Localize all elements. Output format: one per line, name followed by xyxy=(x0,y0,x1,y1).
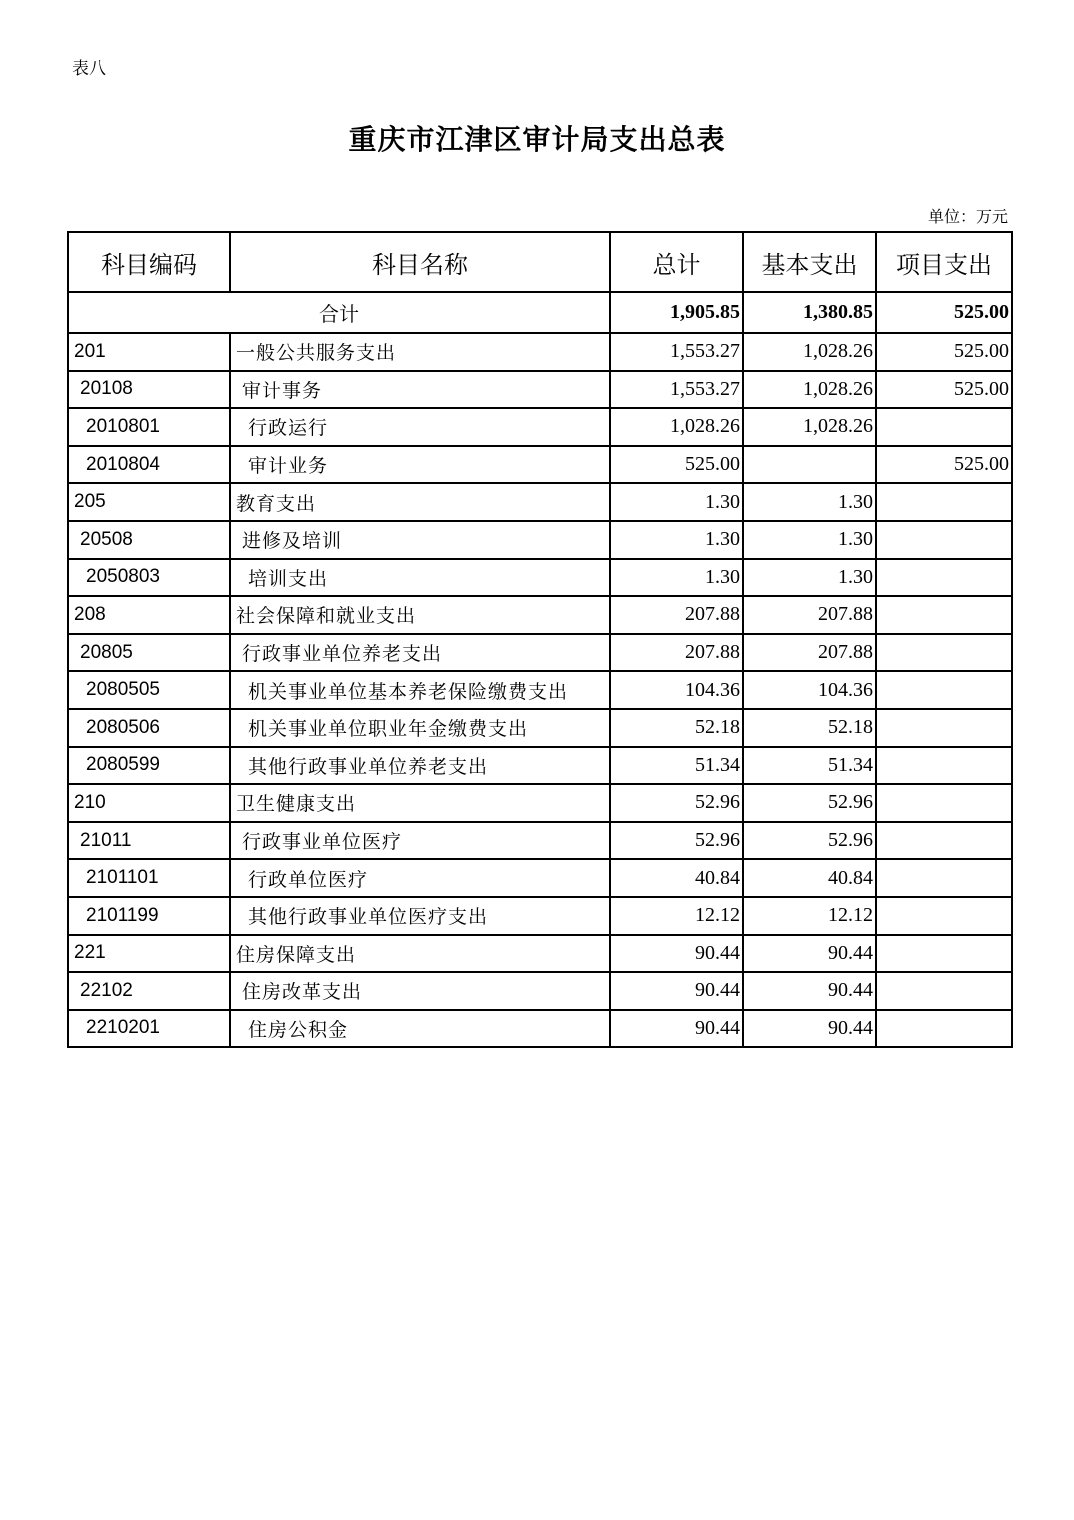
row-code: 21011 xyxy=(68,822,230,860)
row-code: 210 xyxy=(68,784,230,822)
row-project xyxy=(876,408,1012,446)
row-project xyxy=(876,972,1012,1010)
row-name: 住房改革支出 xyxy=(230,972,610,1010)
table-row xyxy=(68,333,1012,371)
table-row xyxy=(68,634,1012,672)
row-basic xyxy=(743,446,876,484)
row-total: 51.34 xyxy=(610,747,743,785)
header-code: 科目编码 xyxy=(68,232,230,292)
row-basic: 40.84 xyxy=(743,859,876,897)
total-project: 525.00 xyxy=(876,292,1012,333)
row-code: 2080506 xyxy=(68,709,230,747)
table-row xyxy=(68,822,1012,860)
row-total: 1,553.27 xyxy=(610,371,743,409)
row-basic: 1.30 xyxy=(743,483,876,521)
row-basic: 1,028.26 xyxy=(743,371,876,409)
total-label: 合计 xyxy=(68,292,610,333)
header-name: 科目名称 xyxy=(230,232,610,292)
row-basic: 51.34 xyxy=(743,747,876,785)
row-total: 1.30 xyxy=(610,483,743,521)
table-row xyxy=(68,371,1012,409)
row-name: 一般公共服务支出 xyxy=(230,333,610,371)
row-project xyxy=(876,859,1012,897)
row-name: 其他行政事业单位养老支出 xyxy=(230,747,610,785)
row-code: 208 xyxy=(68,596,230,634)
row-project: 525.00 xyxy=(876,371,1012,409)
row-code: 201 xyxy=(68,333,230,371)
row-total: 12.12 xyxy=(610,897,743,935)
table-row xyxy=(68,859,1012,897)
row-total: 40.84 xyxy=(610,859,743,897)
expenditure-table xyxy=(67,231,1013,1048)
table-row xyxy=(68,408,1012,446)
row-name: 机关事业单位基本养老保险缴费支出 xyxy=(230,671,610,709)
row-total: 52.96 xyxy=(610,784,743,822)
table-row xyxy=(68,972,1012,1010)
row-basic: 1,028.26 xyxy=(743,333,876,371)
table-header-row xyxy=(68,232,1012,292)
row-basic: 90.44 xyxy=(743,1010,876,1048)
row-basic: 207.88 xyxy=(743,596,876,634)
total-row xyxy=(68,292,1012,333)
table-row xyxy=(68,596,1012,634)
row-name: 卫生健康支出 xyxy=(230,784,610,822)
row-code: 221 xyxy=(68,935,230,973)
table-row xyxy=(68,671,1012,709)
row-project xyxy=(876,596,1012,634)
row-project xyxy=(876,784,1012,822)
row-code: 2080599 xyxy=(68,747,230,785)
table-label: 表八 xyxy=(72,59,106,79)
header-basic: 基本支出 xyxy=(743,232,876,292)
table-row xyxy=(68,446,1012,484)
row-name: 机关事业单位职业年金缴费支出 xyxy=(230,709,610,747)
total-basic: 1,380.85 xyxy=(743,292,876,333)
row-name: 行政单位医疗 xyxy=(230,859,610,897)
row-code: 2080505 xyxy=(68,671,230,709)
row-total: 52.96 xyxy=(610,822,743,860)
row-project xyxy=(876,747,1012,785)
table-row xyxy=(68,784,1012,822)
row-name: 行政事业单位养老支出 xyxy=(230,634,610,672)
row-total: 1,553.27 xyxy=(610,333,743,371)
row-code: 205 xyxy=(68,483,230,521)
row-project xyxy=(876,1010,1012,1048)
row-total: 90.44 xyxy=(610,935,743,973)
row-project xyxy=(876,521,1012,559)
row-project xyxy=(876,483,1012,521)
table-row xyxy=(68,897,1012,935)
row-code: 20108 xyxy=(68,371,230,409)
row-code: 2010804 xyxy=(68,446,230,484)
row-basic: 90.44 xyxy=(743,972,876,1010)
row-code: 2210201 xyxy=(68,1010,230,1048)
table-row xyxy=(68,521,1012,559)
row-basic: 12.12 xyxy=(743,897,876,935)
row-name: 住房保障支出 xyxy=(230,935,610,973)
row-total: 90.44 xyxy=(610,972,743,1010)
row-name: 审计事务 xyxy=(230,371,610,409)
row-total: 90.44 xyxy=(610,1010,743,1048)
row-total: 1,028.26 xyxy=(610,408,743,446)
row-basic: 1.30 xyxy=(743,559,876,597)
row-project xyxy=(876,559,1012,597)
row-code: 2010801 xyxy=(68,408,230,446)
row-total: 52.18 xyxy=(610,709,743,747)
row-total: 1.30 xyxy=(610,559,743,597)
row-project: 525.00 xyxy=(876,446,1012,484)
row-basic: 90.44 xyxy=(743,935,876,973)
row-total: 104.36 xyxy=(610,671,743,709)
row-code: 22102 xyxy=(68,972,230,1010)
table-row xyxy=(68,483,1012,521)
row-project xyxy=(876,822,1012,860)
row-total: 207.88 xyxy=(610,596,743,634)
row-name: 进修及培训 xyxy=(230,521,610,559)
row-name: 审计业务 xyxy=(230,446,610,484)
row-total: 525.00 xyxy=(610,446,743,484)
row-code: 20508 xyxy=(68,521,230,559)
row-name: 行政运行 xyxy=(230,408,610,446)
row-code: 2101199 xyxy=(68,897,230,935)
row-project xyxy=(876,709,1012,747)
row-code: 20805 xyxy=(68,634,230,672)
row-name: 住房公积金 xyxy=(230,1010,610,1048)
row-name: 行政事业单位医疗 xyxy=(230,822,610,860)
table-row xyxy=(68,709,1012,747)
row-name: 其他行政事业单位医疗支出 xyxy=(230,897,610,935)
row-project xyxy=(876,671,1012,709)
total-sum: 1,905.85 xyxy=(610,292,743,333)
row-project xyxy=(876,897,1012,935)
row-project xyxy=(876,634,1012,672)
row-basic: 104.36 xyxy=(743,671,876,709)
table-row xyxy=(68,935,1012,973)
row-total: 207.88 xyxy=(610,634,743,672)
row-basic: 207.88 xyxy=(743,634,876,672)
row-code: 2050803 xyxy=(68,559,230,597)
page-title: 重庆市江津区审计局支出总表 xyxy=(348,123,726,156)
row-project xyxy=(876,935,1012,973)
row-name: 教育支出 xyxy=(230,483,610,521)
table-row xyxy=(68,1010,1012,1048)
row-basic: 52.96 xyxy=(743,822,876,860)
header-project: 项目支出 xyxy=(876,232,1012,292)
table-row xyxy=(68,559,1012,597)
unit-label: 单位：万元 xyxy=(927,207,1008,226)
row-basic: 52.18 xyxy=(743,709,876,747)
row-basic: 1,028.26 xyxy=(743,408,876,446)
row-project: 525.00 xyxy=(876,333,1012,371)
table-row xyxy=(68,747,1012,785)
row-name: 社会保障和就业支出 xyxy=(230,596,610,634)
row-total: 1.30 xyxy=(610,521,743,559)
row-code: 2101101 xyxy=(68,859,230,897)
row-name: 培训支出 xyxy=(230,559,610,597)
row-basic: 52.96 xyxy=(743,784,876,822)
row-basic: 1.30 xyxy=(743,521,876,559)
header-total: 总计 xyxy=(610,232,743,292)
